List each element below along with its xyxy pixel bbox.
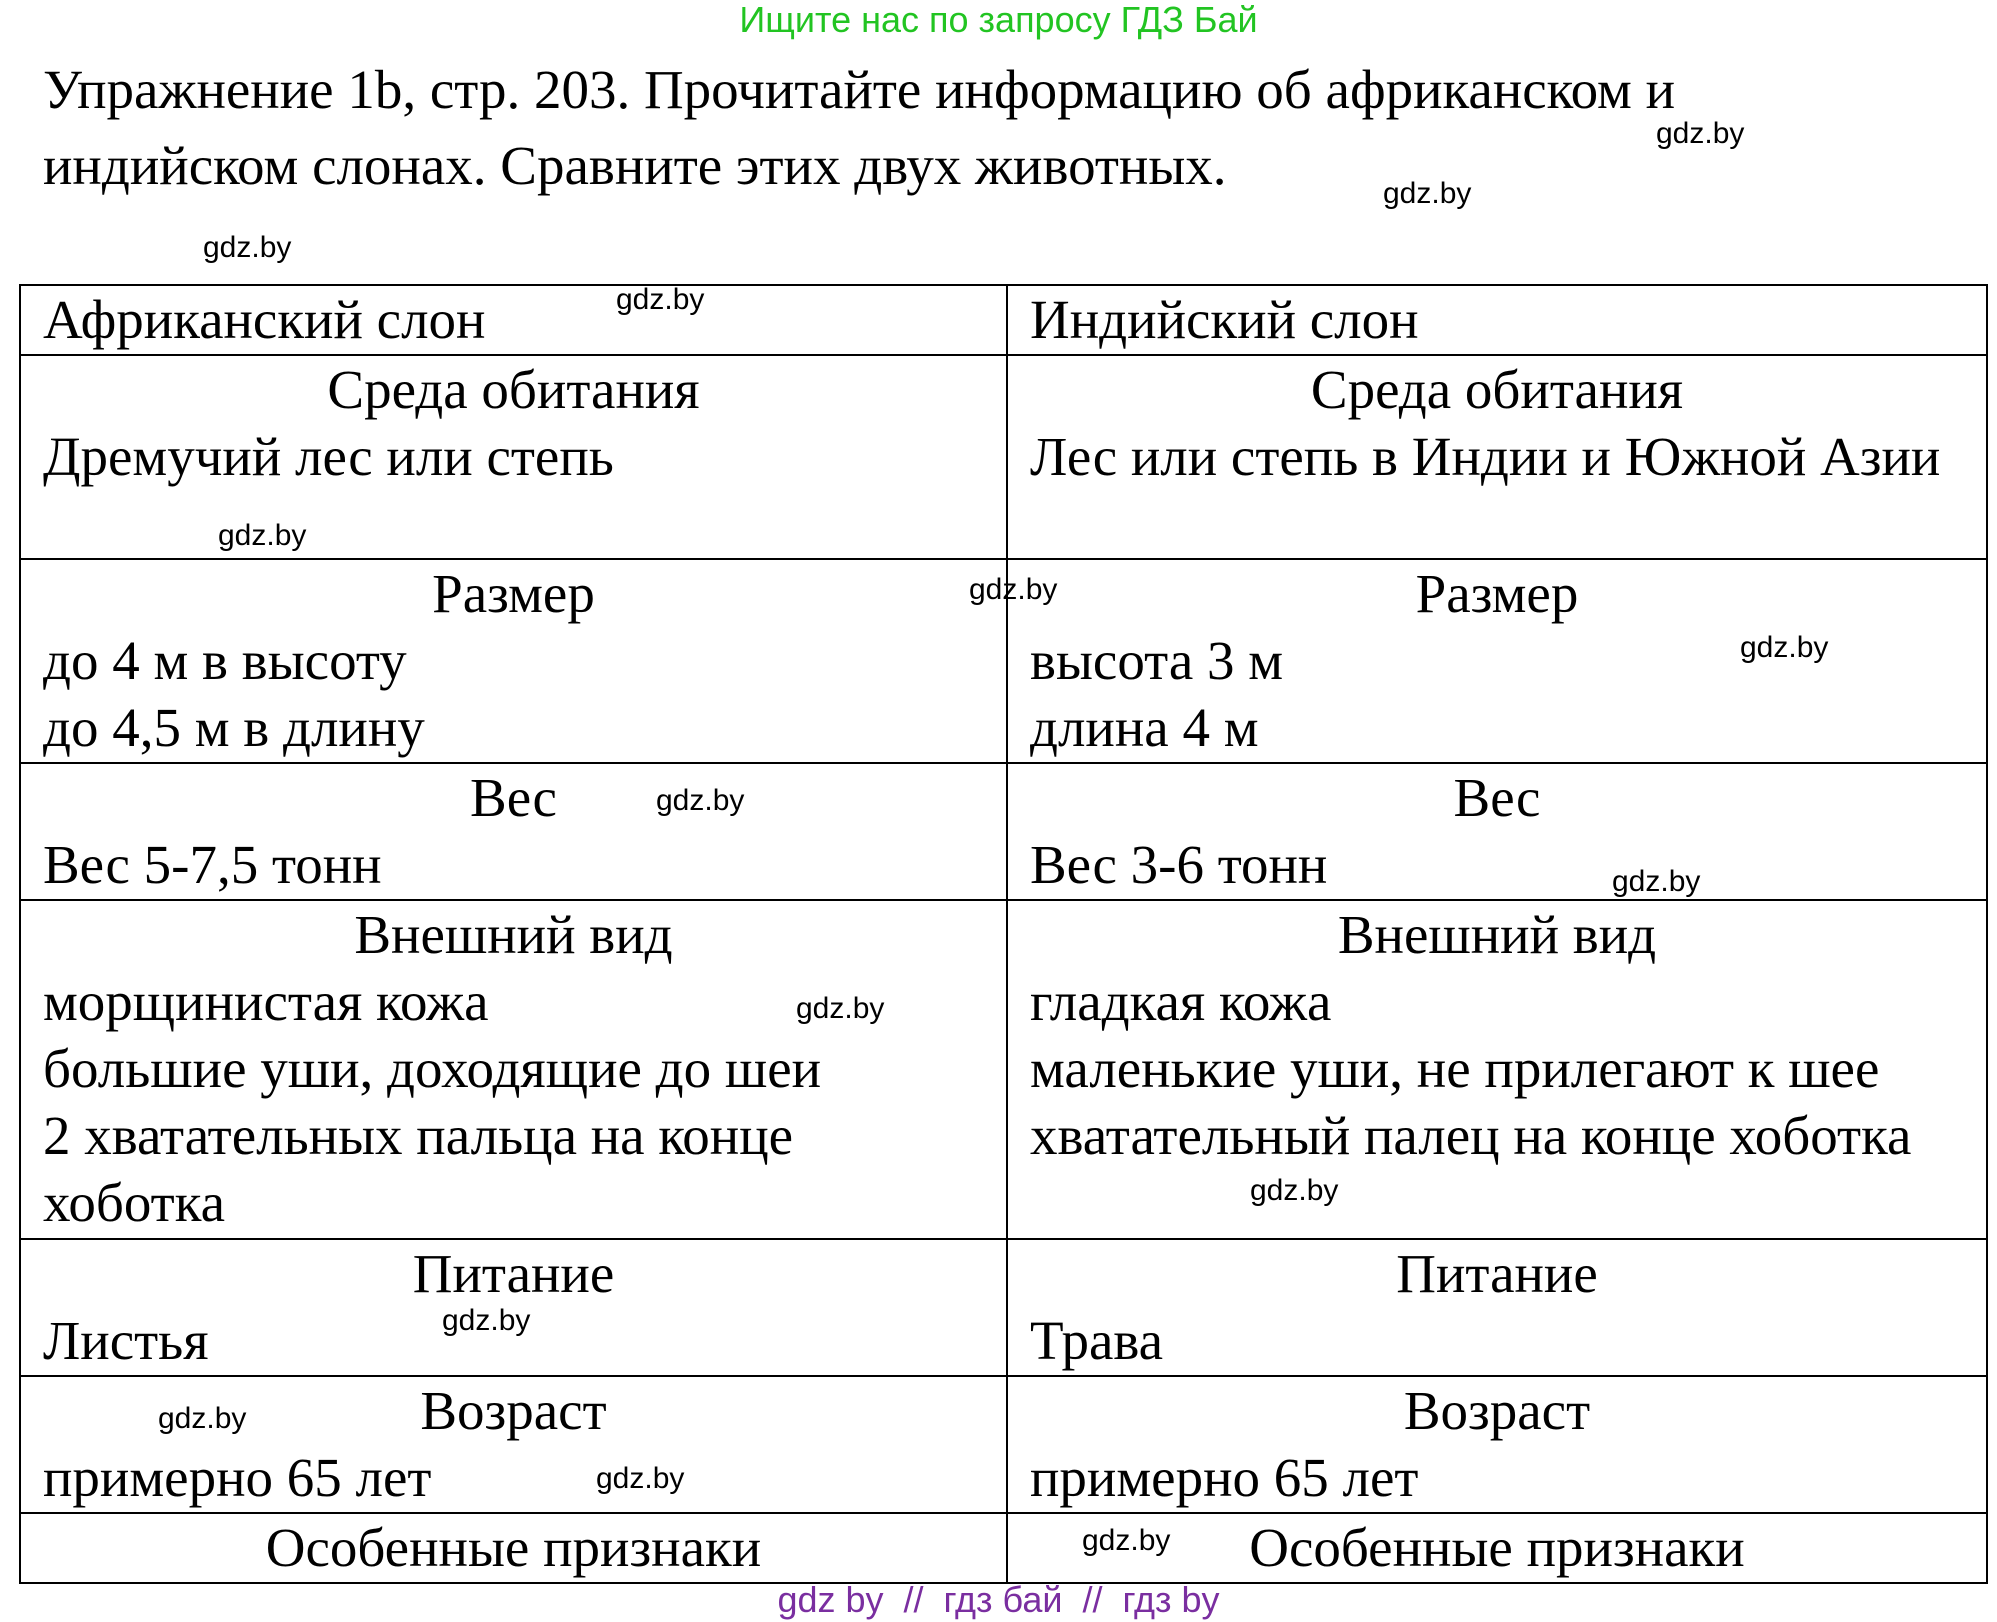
section-title: Вес <box>470 767 557 828</box>
column-header-african: Африканский слон <box>20 285 1007 355</box>
cell-line: Вес 3-6 тонн <box>1030 834 1328 895</box>
section-title: Особенные признаки <box>265 1517 762 1578</box>
table-row <box>20 1376 1987 1513</box>
watermark: gdz.by <box>1250 1174 1339 1207</box>
cell-line: примерно 65 лет <box>43 1447 432 1508</box>
watermark: gdz.by <box>442 1304 531 1337</box>
cell-line: Дремучий лес или степь <box>43 426 614 487</box>
watermark: gdz.by <box>969 573 1058 606</box>
watermark: gdz.by <box>218 519 307 552</box>
watermark: gdz.by <box>596 1462 685 1495</box>
cell-indian <box>1007 355 1987 559</box>
cell-line: 2 хватательных пальца на конце хоботка <box>43 1105 794 1233</box>
cell-line: маленькие уши, не прилегают к шее <box>1030 1038 1880 1099</box>
cell-african <box>20 763 1007 900</box>
section-title: Вес <box>1453 767 1541 828</box>
cell-african <box>20 559 1007 763</box>
section-title: Особенные признаки <box>1249 1517 1745 1578</box>
cell-line: Листья <box>43 1310 209 1371</box>
table-row <box>20 355 1987 559</box>
watermark: gdz.by <box>1383 177 1472 210</box>
search-hint-link[interactable]: Ищите нас по запросу ГДЗ Бай <box>739 0 1258 40</box>
comparison-table <box>19 284 1988 1584</box>
cell-indian <box>1007 900 1987 1239</box>
watermark: gdz.by <box>616 283 705 316</box>
cell-indian <box>1007 1376 1987 1513</box>
column-header-indian: Индийский слон <box>1007 285 1987 355</box>
section-title: Внешний вид <box>354 904 673 965</box>
table-row <box>20 1239 1987 1376</box>
watermark: gdz.by <box>796 992 885 1025</box>
cell-line: до 4,5 м в длину <box>43 697 425 758</box>
cell-line: Лес или степь в Индии и Южной Азии <box>1030 426 1941 487</box>
table-header-row <box>20 285 1987 355</box>
task-text: Упражнение 1b, стр. 203. Прочитайте информацию об африканском и индийском слонах. Сравните этих двух животных. <box>43 59 1676 196</box>
cell-line: высота 3 м <box>1030 630 1284 691</box>
cell-indian <box>1007 763 1987 900</box>
section-title: Возраст <box>1403 1380 1591 1441</box>
watermark: gdz.by <box>1612 865 1701 898</box>
section-title: Размер <box>432 563 595 624</box>
watermark: gdz.by <box>1740 631 1829 664</box>
cell-indian <box>1007 559 1987 763</box>
cell-african <box>20 1513 1007 1583</box>
cell-line: примерно 65 лет <box>1030 1447 1419 1508</box>
section-title: Среда обитания <box>1310 359 1684 420</box>
watermark: gdz.by <box>158 1402 247 1435</box>
cell-african <box>20 355 1007 559</box>
cell-african <box>20 900 1007 1239</box>
watermark: gdz.by <box>656 784 745 817</box>
table-row <box>20 1513 1987 1583</box>
cell-line: до 4 м в высоту <box>43 630 407 691</box>
section-title: Внешний вид <box>1337 904 1657 965</box>
table-row <box>20 900 1987 1239</box>
section-title: Размер <box>1415 563 1579 624</box>
cell-line: гладкая кожа <box>1030 971 1332 1032</box>
watermark: gdz.by <box>203 231 292 264</box>
cell-line: большие уши, доходящие до шеи <box>43 1038 822 1099</box>
watermark: gdz.by <box>1082 1524 1171 1557</box>
cell-line: длина 4 м <box>1030 697 1259 758</box>
watermark: gdz.by <box>1656 117 1745 150</box>
footer-links[interactable]: gdz by // гдз бай // гдз by <box>777 1579 1220 1620</box>
section-title: Питание <box>1396 1243 1598 1304</box>
cell-indian <box>1007 1239 1987 1376</box>
cell-line: Вес 5-7,5 тонн <box>43 834 382 895</box>
section-title: Возраст <box>420 1380 607 1441</box>
cell-line: Трава <box>1030 1310 1164 1371</box>
cell-african <box>20 1376 1007 1513</box>
section-title: Питание <box>412 1243 615 1304</box>
cell-line: хватательный палец на конце хоботка <box>1030 1105 1912 1166</box>
section-title: Среда обитания <box>327 359 700 420</box>
cell-line: морщинистая кожа <box>43 971 489 1032</box>
